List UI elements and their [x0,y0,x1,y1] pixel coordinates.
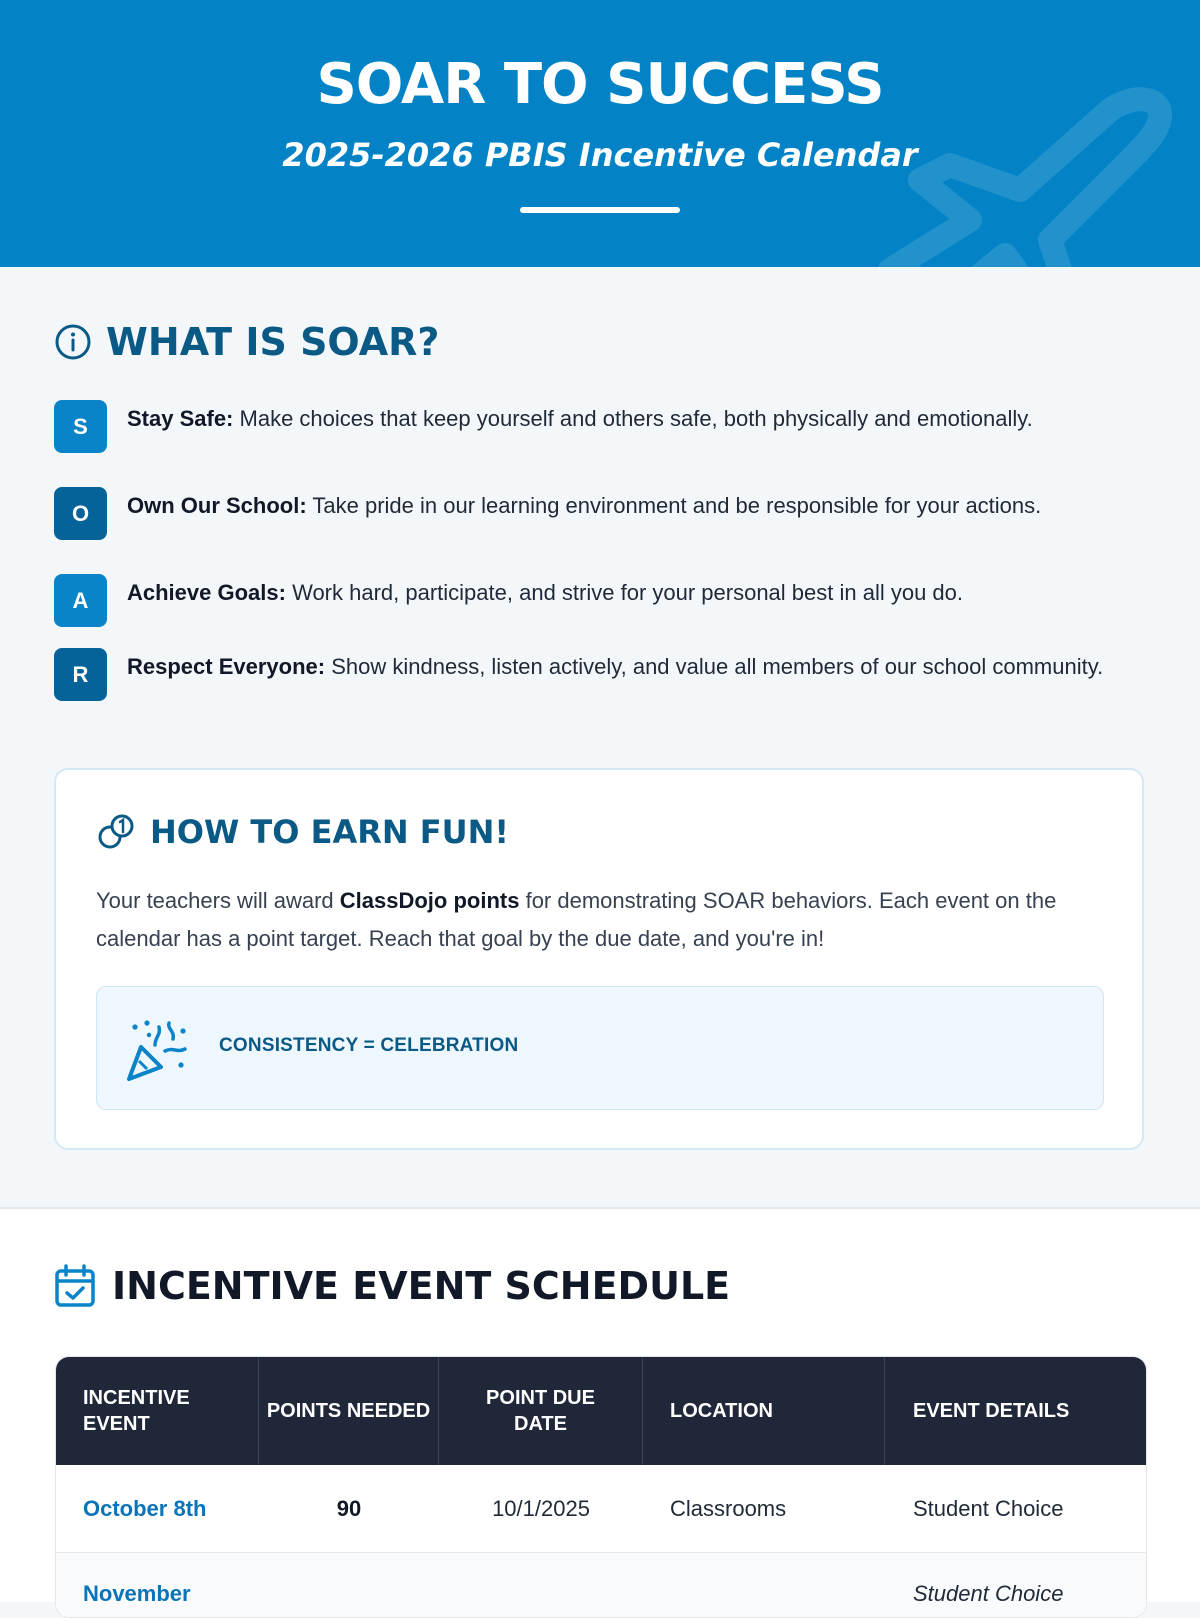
soar-letter-badge: O [54,487,107,540]
event-details: Student Choice [913,1496,1064,1521]
column-header-points: POINTS NEEDED [259,1357,439,1465]
soar-term: Respect Everyone: [127,654,326,679]
table-row [56,1553,1146,1618]
page-title: SOAR TO SUCCESS [316,52,884,117]
party-popper-icon [125,1017,191,1083]
column-header-location: LOCATION [643,1357,885,1465]
soar-item-text [127,402,1107,436]
celebration-callout [96,986,1104,1110]
earn-text-before: Your teachers will award [96,888,334,913]
points-needed [259,1553,439,1618]
soar-letter-badge: R [54,648,107,701]
table-header [56,1357,1146,1465]
earn-text-after: for demonstrating SOAR behaviors. Each event on the calendar has a point target. Reach that goal by the due date, and you're in! [96,888,1057,951]
calendar-check-icon [54,1264,96,1308]
soar-section-title [54,320,439,364]
soar-term: Own Our School: [127,493,307,518]
location [643,1553,885,1618]
soar-item-text [127,650,1107,684]
table-row [56,1465,1146,1553]
soar-title-text: WHAT IS SOAR? [106,320,440,364]
schedule-table [55,1356,1147,1618]
due-date: 10/1/2025 [492,1496,590,1521]
earn-text-bold: ClassDojo points [339,888,520,913]
location: Classrooms [670,1496,787,1521]
earn-title-text: HOW TO EARN FUN! [150,813,509,851]
due-date [439,1553,643,1618]
soar-letter-badge: S [54,400,107,453]
schedule-title-text: INCENTIVE EVENT SCHEDULE [112,1264,731,1308]
soar-desc: Take pride in our learning environment and be responsible for your actions. [312,493,1042,518]
soar-desc: Show kindness, listen actively, and value all members of our school community. [331,654,1104,679]
coins-icon [96,812,136,852]
soar-item-text [127,576,1107,610]
column-header-details: EVENT DETAILS [913,1400,1070,1422]
event-name: November [83,1581,191,1606]
earn-description [96,882,1106,958]
column-header-event: INCENTIVE EVENT [56,1357,259,1465]
earn-section-title [96,812,509,852]
event-details: Student Choice [913,1581,1064,1606]
soar-term: Stay Safe: [127,406,234,431]
soar-desc: Work hard, participate, and strive for your personal best in all you do. [292,580,964,605]
soar-item-text [127,489,1107,523]
header-divider [520,207,680,213]
info-icon [54,323,92,361]
event-name: October 8th [83,1496,207,1521]
soar-desc: Make choices that keep yourself and others safe, both physically and emotionally. [239,406,1033,431]
schedule-section-title [54,1264,730,1308]
soar-term: Achieve Goals: [127,580,286,605]
page-header [0,0,1200,267]
page-subtitle: 2025-2026 PBIS Incentive Calendar [282,136,918,174]
points-needed: 90 [336,1496,362,1521]
column-header-due-date: POINT DUE DATE [439,1357,643,1465]
soar-letter-badge: A [54,574,107,627]
callout-text: CONSISTENCY = CELEBRATION [219,1035,519,1056]
